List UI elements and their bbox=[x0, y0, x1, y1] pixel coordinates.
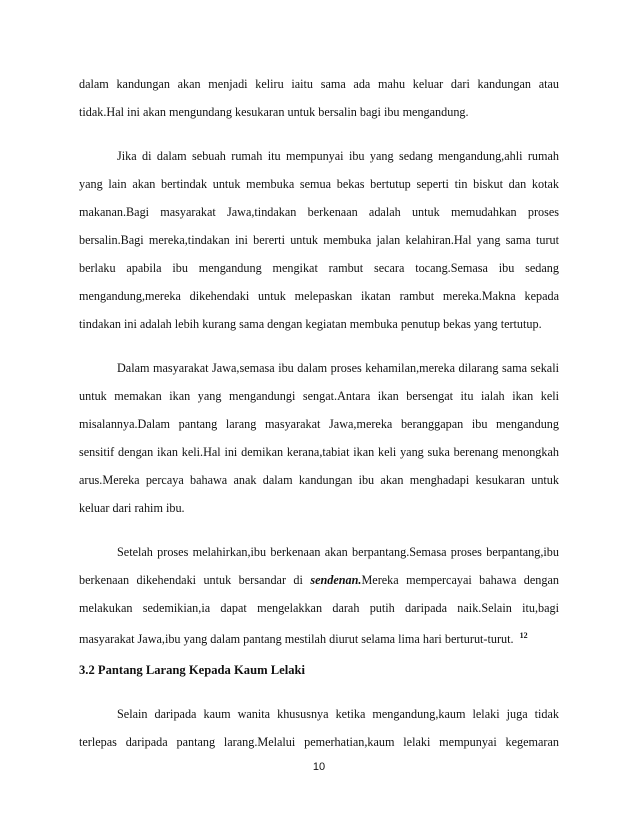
text-line: yang lain akan bertindak untuk membuka semua bekas bertutup seperti tin biskut dan kotak bbox=[79, 177, 559, 191]
text-line: terlepas daripada pantang larang.Melalui pemerhatian,kaum lelaki mempunyai kegemaran bbox=[79, 735, 559, 749]
text-line: tindakan ini adalah lebih kurang sama dengan kegiatan membuka penutup bekas yang tertutup. bbox=[79, 317, 542, 331]
text-line: makanan.Bagi masyarakat Jawa,tindakan berkenaan adalah untuk memudahkan proses bbox=[79, 205, 559, 219]
text-segment: Mereka mempercayai bahawa dengan bbox=[361, 573, 559, 587]
text-line: misalannya.Dalam pantang larang masyarakat Jawa,mereka beranggapan ibu mengandung bbox=[79, 417, 559, 431]
text-segment: berkenaan dikehendaki untuk bersandar di bbox=[79, 573, 311, 587]
text-line: keluar dari rahim ibu. bbox=[79, 501, 185, 515]
text-line bbox=[79, 572, 559, 588]
text-line: mengandung,mereka dikehendaki untuk melepaskan ikatan rambut mereka.Makna kepada bbox=[79, 289, 559, 303]
text-line: berlaku apabila ibu mengandung mengikat rambut secara tocang.Semasa ibu sedang bbox=[79, 261, 559, 275]
footnote-marker: 12 bbox=[519, 631, 528, 640]
text-line: Dalam masyarakat Jawa,semasa ibu dalam proses kehamilan,mereka dilarang sama sekali bbox=[117, 361, 559, 375]
text-line bbox=[79, 628, 559, 647]
text-line: bersalin.Bagi mereka,tindakan ini bererti untuk membuka jalan kelahiran.Hal yang sama turut bbox=[79, 233, 559, 247]
text-line: tidak.Hal ini akan mengundang kesukaran untuk bersalin bagi ibu mengandung. bbox=[79, 105, 469, 119]
text-line: Selain daripada kaum wanita khususnya ketika mengandung,kaum lelaki juga tidak bbox=[117, 707, 559, 721]
text-line: melakukan sedemikian,ia dapat mengelakkan darah putih daripada naik.Selain itu,bagi bbox=[79, 601, 559, 615]
emphasized-term: sendenan. bbox=[310, 573, 362, 587]
text-line: Setelah proses melahirkan,ibu berkenaan akan berpantang.Semasa proses berpantang,ibu bbox=[117, 545, 559, 559]
text-segment: masyarakat Jawa,ibu yang dalam pantang mestilah diurut selama lima hari berturut-turut. bbox=[79, 632, 514, 647]
page-number: 10 bbox=[312, 761, 326, 773]
text-line: Jika di dalam sebuah rumah itu mempunyai ibu yang sedang mengandung,ahli rumah bbox=[117, 149, 559, 163]
section-heading: 3.2 Pantang Larang Kepada Kaum Lelaki bbox=[79, 663, 306, 677]
text-line: untuk memakan ikan yang mengandungi sengat.Antara ikan bersengat itu ialah ikan keli bbox=[79, 389, 559, 403]
text-line: arus.Mereka percaya bahawa anak dalam kandungan ibu akan menghadapi kesukaran untuk bbox=[79, 473, 559, 487]
text-line: sensitif dengan ikan keli.Hal ini demikan kerana,tabiat ikan keli yang suka berenang menongkah bbox=[79, 445, 559, 459]
text-line: dalam kandungan akan menjadi keliru iaitu sama ada mahu keluar dari kandungan atau bbox=[79, 77, 559, 91]
